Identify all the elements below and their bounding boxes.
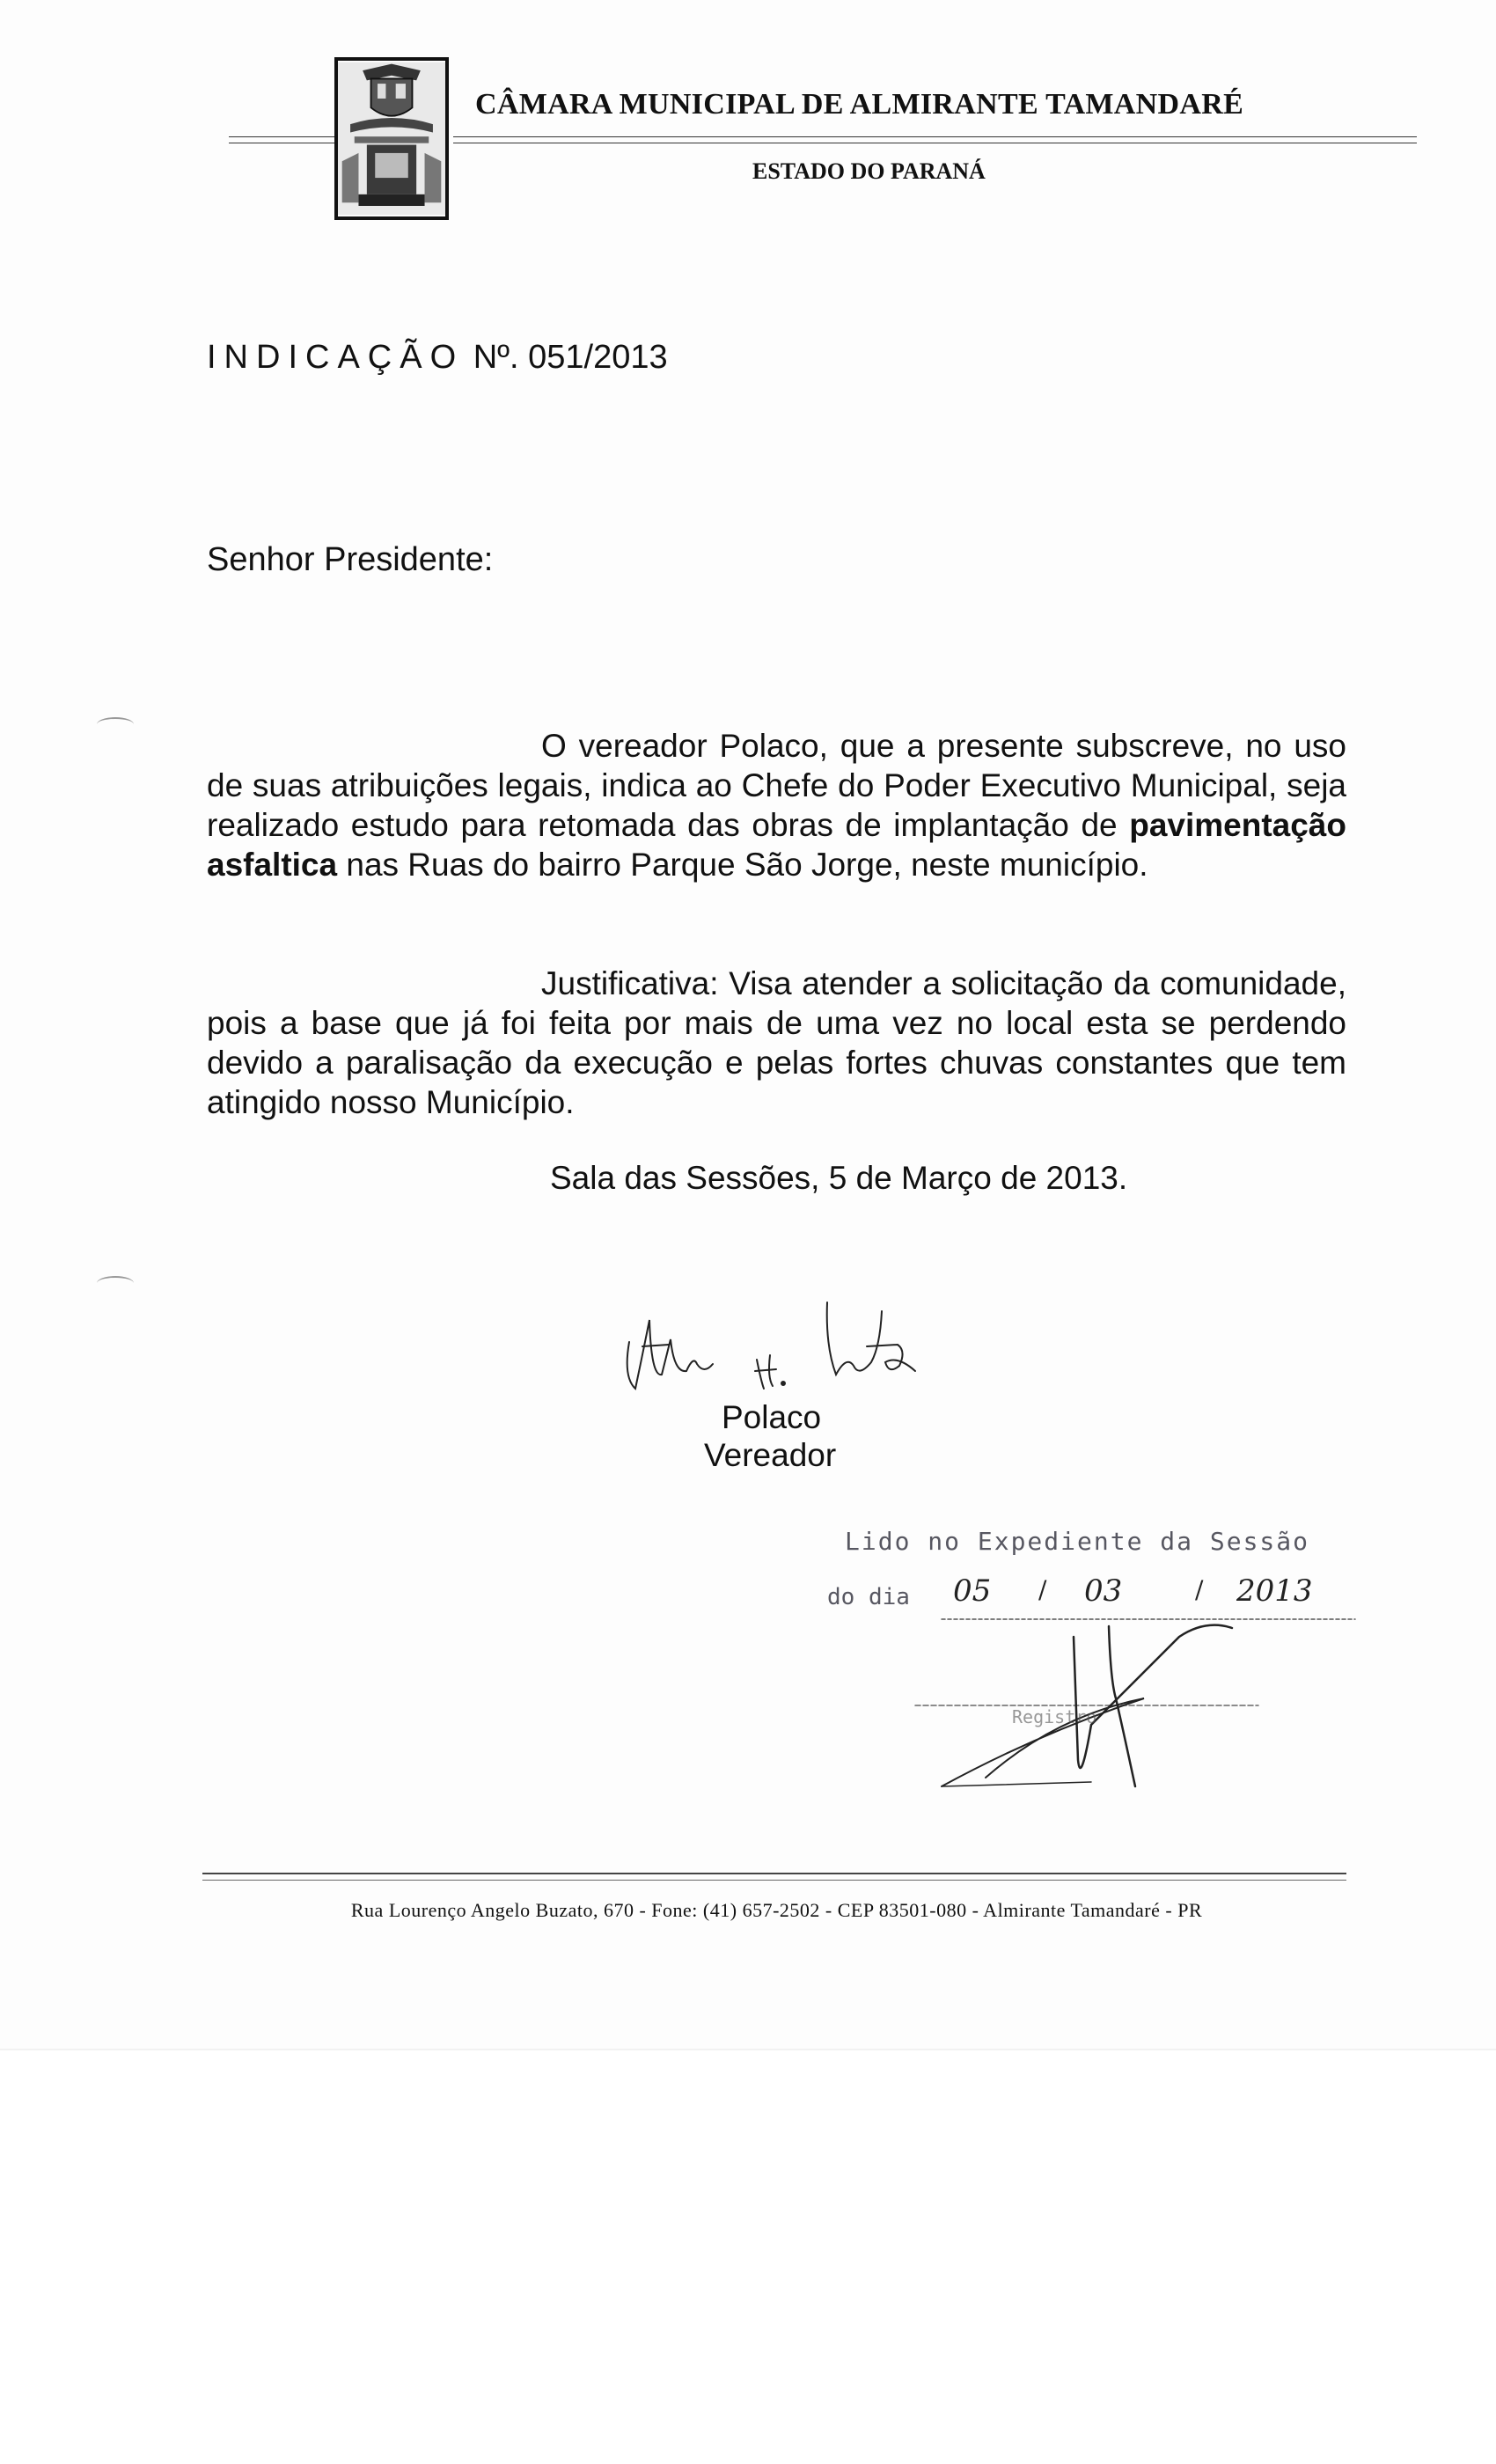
- stamp-separator-2: /: [1195, 1575, 1204, 1604]
- footer-address: Rua Lourenço Angelo Buzato, 670 - Fone: (41) 657-2502 - CEP 83501-080 - Almirante Tamandaré - PR: [350, 1899, 1203, 1921]
- document-number: [207, 339, 668, 377]
- session-stamp-header: Lido no Expediente da Sessão: [845, 1527, 1310, 1556]
- stamp-year: 2013: [1236, 1573, 1313, 1609]
- salutation: Senhor Presidente:: [207, 541, 494, 578]
- scan-margin-mark: [97, 717, 134, 731]
- stamp-signature: [880, 1610, 1373, 1813]
- document-number-value: 051/2013: [528, 339, 668, 376]
- body-p2-text: Justificativa: Visa atender a solicitação da comunidade, pois a base que já foi feita por mais de uma vez no local esta se perdendo devido a paralisação da execução e pelas fortes chuvas constantes que tem atingido nosso Município.: [207, 965, 1346, 1120]
- document-type: INDICAÇÃO: [207, 339, 465, 376]
- stamp-separator-1: /: [1038, 1575, 1047, 1604]
- body-p1-text-b: nas Ruas do bairro Parque São Jorge, neste município.: [337, 847, 1148, 883]
- stamp-day: 05: [953, 1573, 992, 1609]
- institution-name: CÂMARA MUNICIPAL DE ALMIRANTE TAMANDARÉ: [475, 88, 1244, 121]
- session-stamp-date-prefix: do dia: [827, 1584, 910, 1610]
- date-line: Sala das Sessões, 5 de Março de 2013.: [550, 1160, 1128, 1196]
- municipal-coat-of-arms-icon: [334, 57, 449, 220]
- body-p1-text-a: O vereador Polaco, que a presente subscreve, no uso de suas atribuições legais, indica ao Chefe do Poder Executivo Municipal, seja realizado estudo para retomada das obras de implantação de: [207, 728, 1346, 843]
- handwritten-signature: [616, 1294, 968, 1408]
- footer-rule: [202, 1873, 1346, 1874]
- header-rule-right: [453, 136, 1417, 137]
- stamp-month: 03: [1084, 1573, 1123, 1609]
- signatory-name: Polaco: [722, 1399, 822, 1435]
- svg-text:Registro: Registro: [1012, 1706, 1097, 1727]
- body-paragraph-1: [207, 726, 1346, 884]
- state-name: ESTADO DO PARANÁ: [752, 158, 986, 184]
- document-number-prefix: Nº.: [473, 339, 519, 376]
- footer-rule-2: [202, 1880, 1346, 1881]
- body-p1-bold: pavimentação asfaltica: [207, 807, 1346, 883]
- signatory-role: Vereador: [704, 1437, 837, 1473]
- scan-margin-mark: [97, 1276, 134, 1290]
- body-paragraph-justification: [207, 964, 1346, 1122]
- header-rule-left: [229, 136, 334, 137]
